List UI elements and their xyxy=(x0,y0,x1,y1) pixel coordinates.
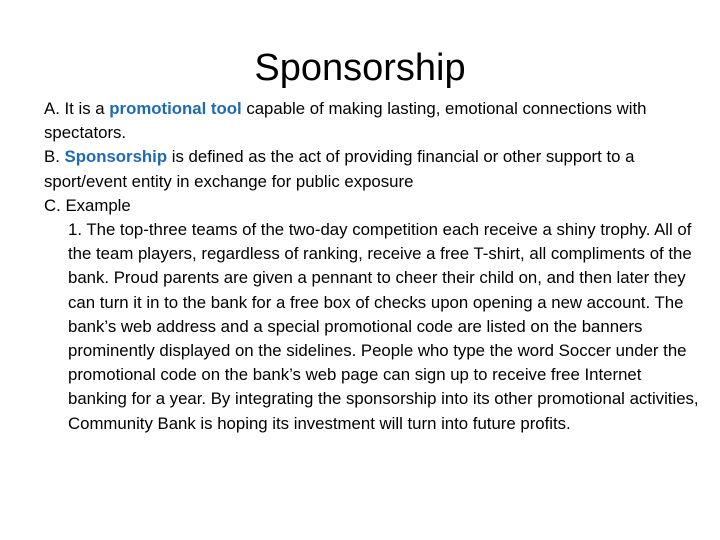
point-c: C. Example xyxy=(44,195,131,215)
slide-title: Sponsorship xyxy=(254,47,466,89)
point-b-suffix: is defined as the act of providing financial or other support to a sport/event entity in exchange for public exposure xyxy=(44,147,635,191)
point-a-highlight: promotional tool xyxy=(109,99,242,118)
slide-body xyxy=(44,97,699,436)
point-b xyxy=(44,145,699,193)
point-a xyxy=(44,97,699,145)
point-b-prefix: B. xyxy=(44,147,65,167)
point-a-suffix: capable of making lasting, emotional connections with spectators. xyxy=(44,99,647,143)
example-1: 1. The top-three teams of the two-day competition each receive a shiny trophy. All of the team players, regardless of ranking, receive a free T-shirt, all compliments of the bank. Proud parents are given a pennant to cheer their child on, and then later they can turn it in to the bank for a free box of checks upon opening a new account. The bank’s web address and a special promotional code are listed on the banners prominently displayed on the sidelines. People who type the word Soccer under the promotional code on the bank’s web page can sign up to receive free Internet banking for a year. By integrating the sponsorship into its other promotional activities, Community Bank is hoping its investment will turn into future profits. xyxy=(68,220,699,433)
point-a-prefix: A. It is a xyxy=(44,99,110,118)
point-b-highlight: Sponsorship xyxy=(64,147,168,167)
